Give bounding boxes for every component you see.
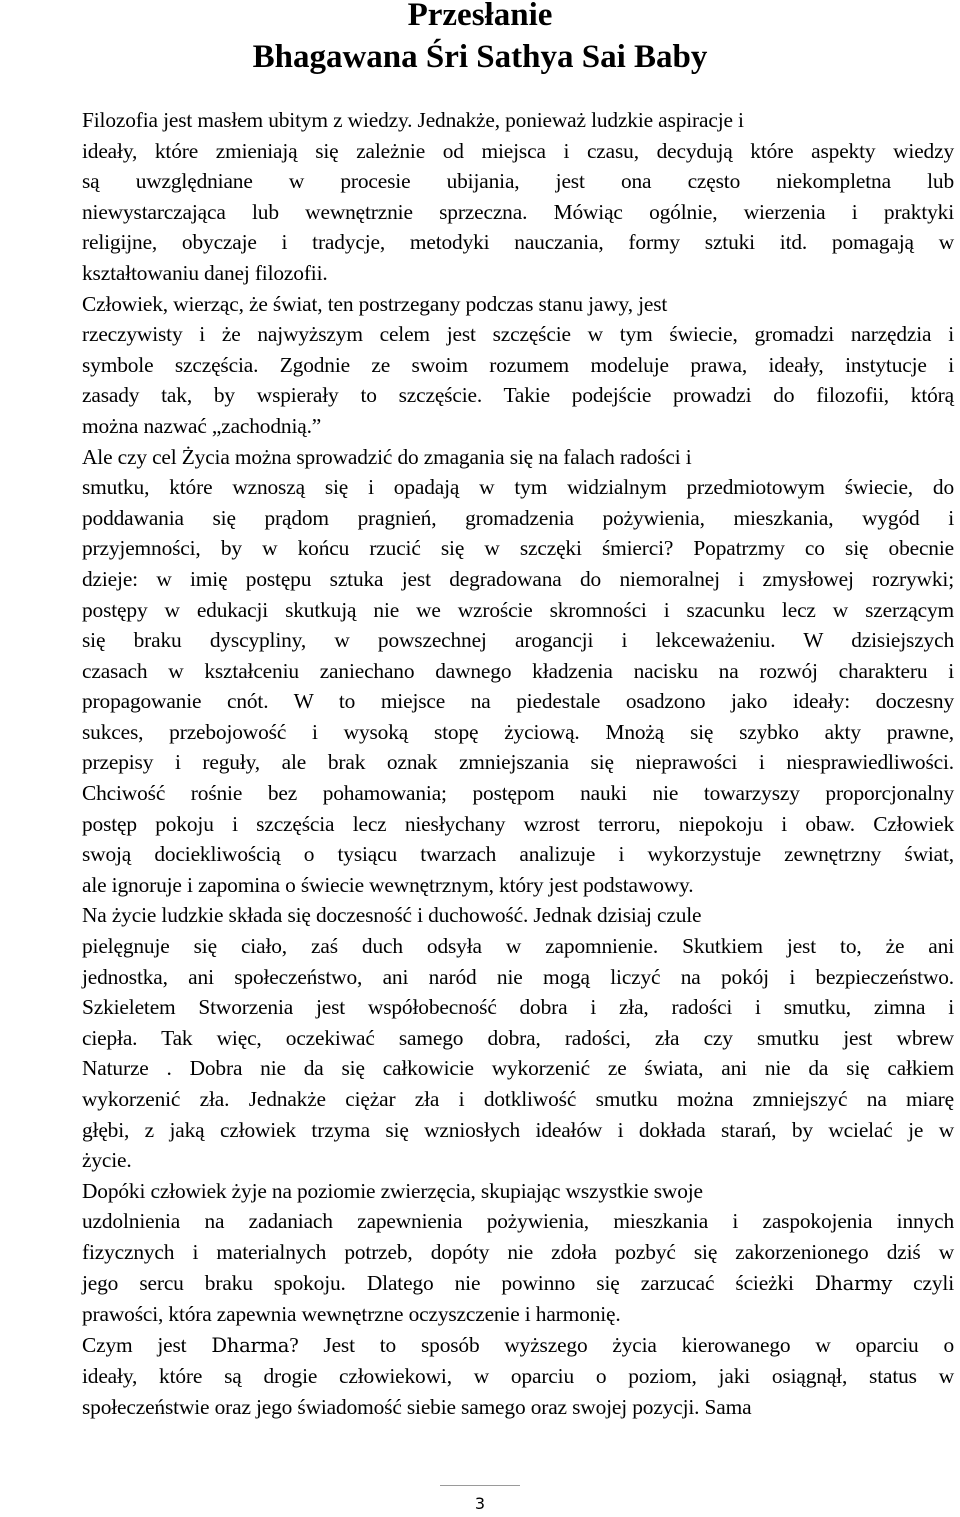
text-line: swoją dociekliwością o tysiącu twarzach analizuje i wykorzystuje zewnętrzny świat, bbox=[82, 842, 954, 867]
paragraph-4 bbox=[12, 900, 954, 1175]
text-line: fizycznych i materialnych potrzeb, dopóty nie zdoła pozbyć się zakorzenionego dziś w bbox=[82, 1239, 954, 1264]
text-line: społeczeństwie oraz jego świadomość siebie samego oraz swojej pozycji. Sama bbox=[82, 1394, 752, 1419]
text-segment: Czym jest bbox=[82, 1332, 212, 1357]
text-segment: ? Jest to sposób wyższego życia kierowanego w oparciu o bbox=[289, 1332, 954, 1357]
text-line: smutku, które wznoszą się i opadają w tym widzialnym przedmiotowym świecie, do bbox=[82, 475, 954, 500]
text-line: symbole szczęścia. Zgodnie ze swoim rozumem modeluje prawa, ideały, instytucje i bbox=[82, 352, 954, 377]
footer-divider bbox=[440, 1485, 520, 1486]
text-line: Ale czy cel Życia można sprowadzić do zmagania się na falach radości i bbox=[82, 444, 692, 469]
text-line bbox=[12, 1268, 954, 1300]
text-line: głębi, z jaką człowiek trzyma się wzniosłych ideałów i dokłada starań, by wcielać je w bbox=[82, 1117, 954, 1142]
text-line: przepisy i reguły, ale brak oznak zmniejszania się nieprawości i niesprawiedliwości. bbox=[82, 750, 954, 775]
text-segment: jego sercu braku spokoju. Dlatego nie powinno się zarzucać ścieżki bbox=[82, 1270, 815, 1295]
text-line: można nazwać „zachodnią.” bbox=[82, 413, 322, 438]
paragraph-1 bbox=[12, 105, 954, 289]
paragraph-2 bbox=[12, 289, 954, 442]
dharma-term: Dharma bbox=[211, 1333, 290, 1357]
text-line: prawości, która zapewnia wewnętrzne oczyszczenie i harmonię. bbox=[82, 1302, 621, 1327]
text-line: Filozofia jest masłem ubitym z wiedzy. Jednakże, ponieważ ludzkie aspiracje i bbox=[82, 108, 744, 132]
text-line: Człowiek, wierząc, że świat, ten postrzegany podczas stanu jawy, jest bbox=[82, 291, 668, 316]
text-line: sukces, przebojowość i wysoką stopę życiową. Mnożą się szybko akty prawne, bbox=[82, 719, 954, 744]
paragraph-5 bbox=[12, 1176, 954, 1330]
text-line: ideały, które są drogie człowiekowi, w oparciu o poziom, jaki osiągnął, status w bbox=[82, 1364, 954, 1389]
text-line: postępy w edukacji skutkują nie we wzroście skromności i szacunku lecz w szerzącym bbox=[82, 597, 954, 622]
text-line: religijne, obyczaje i tradycje, metodyki nauczania, formy sztuki itd. pomagają w bbox=[82, 230, 954, 255]
text-line bbox=[12, 1330, 954, 1362]
text-line: są uwzględniane w procesie ubijania, jest ona często niekompletna lub bbox=[82, 169, 954, 194]
text-line: życie. bbox=[82, 1148, 132, 1173]
text-line: zasady tak, by wspierały to szczęście. Takie podejście prowadzi do filozofii, którą bbox=[82, 383, 954, 408]
text-line: Na życie ludzkie składa się doczesność i duchowość. Jednak dzisiaj czule bbox=[82, 903, 702, 928]
document-subtitle: Bhagawana Śri Sathya Sai Baby bbox=[252, 39, 708, 75]
text-line: kształtowaniu danej filozofii. bbox=[82, 260, 328, 285]
text-line: ale ignoruje i zapomina o świecie wewnętrznym, który jest podstawowy. bbox=[82, 872, 694, 897]
text-line: się braku dyscypliny, w powszechnej arogancji i lekceważeniu. W dzisiejszych bbox=[82, 628, 954, 653]
paragraph-3 bbox=[12, 442, 954, 901]
text-line: ciepła. Tak więc, oczekiwać samego dobra, radości, zła czy smutku jest wbrew bbox=[82, 1025, 954, 1050]
text-line: poddawania się prądom pragnień, gromadzenia pożywienia, mieszkania, wygód i bbox=[82, 505, 954, 530]
page-number: 3 bbox=[474, 1494, 486, 1513]
text-line: ideały, które zmieniają się zależnie od miejsca i czasu, decydują które aspekty wiedzy bbox=[82, 138, 954, 163]
text-line: jednostka, ani społeczeństwo, ani naród nie mogą liczyć na pokój i bezpieczeństwo. bbox=[82, 964, 954, 989]
document-title: Przesłanie bbox=[407, 0, 553, 33]
text-line: Chciwość rośnie bez pohamowania; postępom nauki nie towarzyszy proporcjonalny bbox=[82, 781, 954, 806]
paragraph-6 bbox=[12, 1330, 954, 1423]
text-line: postęp pokoju i szczęścia lecz niesłychany wzrost terroru, niepokoju i obaw. Człowiek bbox=[82, 811, 954, 836]
text-line: uzdolnienia na zadaniach zapewnienia pożywienia, mieszkania i zaspokojenia innych bbox=[82, 1209, 954, 1234]
text-line: rzeczywisty i że najwyższym celem jest szczęście w tym świecie, gromadzi narzędzia i bbox=[82, 322, 954, 347]
dharma-term: Dharmy bbox=[814, 1271, 893, 1295]
text-line: wykorzenić zła. Jednakże ciężar zła i dotkliwość smutku można zmniejszyć na miarę bbox=[82, 1087, 954, 1111]
text-line: propagowanie cnót. W to miejsce na piedestale osadzono jako ideały: doczesny bbox=[82, 689, 954, 714]
text-line: czasach w kształceniu zaniechano dawnego kładzenia nacisku na rozwój charakteru i bbox=[82, 658, 954, 683]
text-line: Szkieletem Stworzenia jest współobecność dobra i zła, radości i smutku, zimna i bbox=[82, 995, 954, 1020]
text-line: dzieje: w imię postępu sztuka jest degradowana do niemoralnej i zmysłowej rozrywki; bbox=[82, 566, 954, 591]
text-line: pielęgnuje się ciało, zaś duch odsyła w zapomnienie. Skutkiem jest to, że ani bbox=[82, 934, 954, 959]
text-segment: czyli bbox=[892, 1270, 954, 1295]
document-body bbox=[12, 105, 954, 1423]
text-line: niewystarczająca lub wewnętrznie sprzeczna. Mówiąc ogólnie, wierzenia i praktyki bbox=[82, 199, 954, 224]
text-line: przyjemności, by w końcu rzucić się w szczęki śmierci? Popatrzmy co się obecnie bbox=[82, 536, 954, 561]
text-line: Naturze . Dobra nie da się całkowicie wykorzenić ze świata, ani nie da się całkiem bbox=[82, 1056, 954, 1081]
text-line: Dopóki człowiek żyje na poziomie zwierzęcia, skupiając wszystkie swoje bbox=[82, 1178, 703, 1203]
